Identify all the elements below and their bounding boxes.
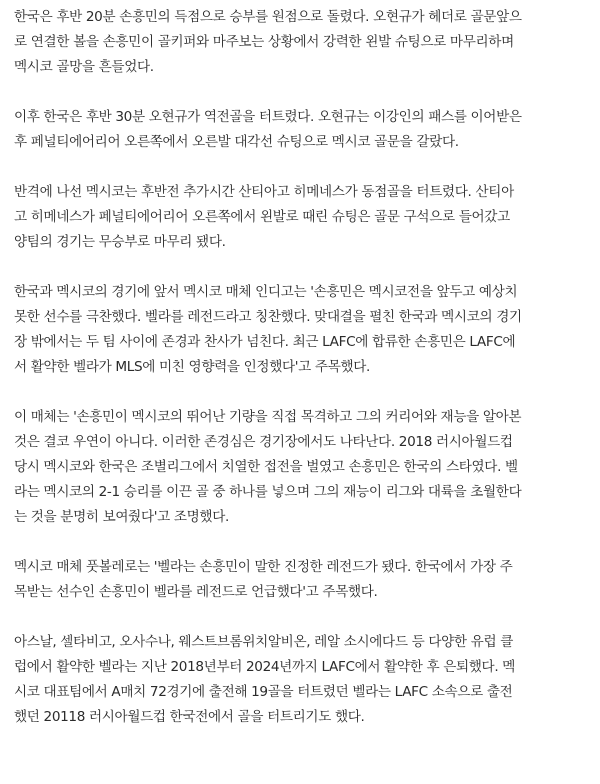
paragraph-line: 로 연결한 볼을 손흥민이 골키퍼와 마주보는 상황에서 강력한 왼발 슈팅으로 마무리하며 xyxy=(14,34,514,50)
paragraph-line: 시코 대표팀에서 A매치 72경기에 출전해 19골을 터트렸던 벨라는 LAFC 소속으로 출전 xyxy=(14,684,513,700)
paragraph-2 xyxy=(14,105,586,155)
paragraph-3 xyxy=(14,180,586,255)
paragraph-line: 이 매체는 '손흥민이 멕시코의 뛰어난 기량을 직접 목격하고 그의 커리어와 재능을 알아본 xyxy=(14,409,522,425)
paragraph-line: 것은 결코 우연이 아니다. 이러한 존경심은 경기장에서도 나타난다. 2018 러시아월드컵 xyxy=(14,434,513,450)
paragraph-line: 서 활약한 벨라가 MLS에 미친 영향력을 인정했다'고 주목했다. xyxy=(14,359,371,375)
paragraph-line: 당시 멕시코와 한국은 조별리그에서 치열한 접전을 벌였고 손흥민은 한국의 스타였다. 벨 xyxy=(14,459,518,475)
paragraph-line: 고 히메네스가 페널티에어리어 오른쪽에서 왼발로 때린 슈팅은 골문 구석으로 들어갔고 xyxy=(14,209,510,225)
paragraph-6 xyxy=(14,555,586,605)
paragraph-line: 럽에서 활약한 벨라는 지난 2018년부터 2024년까지 LAFC에서 활약한 후 은퇴했다. 멕 xyxy=(14,659,516,675)
paragraph-line: 장 밖에서는 두 팀 사이에 존경과 찬사가 넘친다. 최근 LAFC에 합류한 손흥민은 LAFC에 xyxy=(14,334,516,350)
paragraph-line: 한국과 멕시코의 경기에 앞서 멕시코 매체 인디고는 '손흥민은 멕시코전을 앞두고 예상치 xyxy=(14,284,518,300)
paragraph-line: 후 페널티에어리어 오른쪽에서 오른발 대각선 슈팅으로 멕시코 골문을 갈랐다. xyxy=(14,134,459,150)
paragraph-line: 목받는 선수인 손흥민이 벨라를 레전드로 언급했다'고 주목했다. xyxy=(14,584,378,600)
paragraph-line: 라는 멕시코의 2-1 승리를 이끈 골 중 하나를 넣으며 그의 재능이 리그와 대륙을 초월한다 xyxy=(14,484,522,500)
paragraph-line: 반격에 나선 멕시코는 후반전 추가시간 산티아고 히메네스가 동점골을 터트렸다. 산티아 xyxy=(14,184,514,200)
paragraph-line: 못한 선수를 극찬했다. 벨라를 레전드라고 칭찬했다. 맞대결을 펼친 한국과 멕시코의 경기 xyxy=(14,309,522,325)
paragraph-line: 했던 20118 러시아월드컵 한국전에서 골을 터트리기도 했다. xyxy=(14,709,365,725)
paragraph-line: 한국은 후반 20분 손흥민의 득점으로 승부를 원점으로 돌렸다. 오현규가 헤더로 골문앞으 xyxy=(14,9,522,25)
paragraph-line: 양팀의 경기는 무승부로 마무리 됐다. xyxy=(14,234,226,250)
paragraph-line: 는 것을 분명히 보여줬다'고 조명했다. xyxy=(14,509,229,525)
paragraph-7 xyxy=(14,630,586,730)
paragraph-line: 아스날, 셀타비고, 오사수나, 웨스트브롬위치알비온, 레알 소시에다드 등 다양한 유럽 클 xyxy=(14,634,513,650)
paragraph-line: 이후 한국은 후반 30분 오현규가 역전골을 터트렸다. 오현규는 이강인의 패스를 이어받은 xyxy=(14,109,522,125)
paragraph-1 xyxy=(14,5,586,80)
paragraph-line: 멕시코 매체 풋볼레로는 '벨라는 손흥민이 말한 진정한 레전드가 됐다. 한국에서 가장 주 xyxy=(14,559,513,575)
paragraph-5 xyxy=(14,405,586,530)
paragraph-4 xyxy=(14,280,586,380)
paragraph-line: 멕시코 골망을 흔들었다. xyxy=(14,59,154,75)
